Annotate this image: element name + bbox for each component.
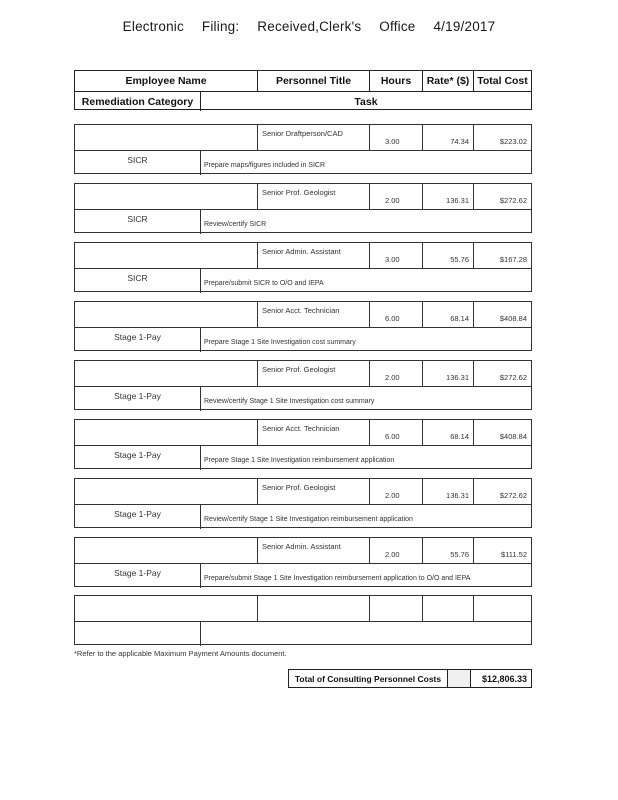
hours-cell — [370, 538, 423, 563]
total-cost-value: $408.84 — [499, 432, 527, 441]
hours-value: 3.00 — [385, 255, 400, 264]
hours-cell — [370, 596, 423, 621]
rate-cell — [423, 479, 474, 504]
employee-name-cell — [75, 479, 258, 504]
personnel-title: Senior Acct. Technician — [262, 424, 340, 433]
table-row — [74, 478, 532, 528]
total-cost-value: $272.62 — [499, 196, 527, 205]
rate-cell — [423, 184, 474, 209]
hours-cell — [370, 420, 423, 445]
header-total-cost: Total Cost — [477, 75, 528, 87]
personnel-title-cell — [258, 596, 370, 621]
total-cost-cell — [474, 243, 531, 268]
total-label: Total of Consulting Personnel Costs — [289, 670, 448, 687]
header-personnel-title: Personnel Title — [258, 71, 370, 91]
rate-value: 55.76 — [450, 255, 469, 264]
personnel-title: Senior Acct. Technician — [262, 306, 340, 315]
total-cost-cell — [474, 596, 531, 621]
employee-name-cell — [75, 302, 258, 327]
personnel-title: Senior Prof. Geologist — [262, 365, 336, 374]
total-value: $12,806.33 — [470, 670, 531, 687]
employee-name-cell — [75, 361, 258, 386]
personnel-title: Senior Admin. Assistant — [262, 542, 341, 551]
total-cost-cell — [474, 302, 531, 327]
employee-name-cell — [75, 243, 258, 268]
total-cost-cell — [474, 538, 531, 563]
header-rate: Rate* ($) — [423, 71, 474, 91]
personnel-title-cell — [258, 125, 370, 150]
personnel-title: Senior Prof. Geologist — [262, 188, 336, 197]
task-description: Prepare Stage 1 Site Investigation reimbursement application — [204, 457, 395, 464]
total-cost-cell — [474, 361, 531, 386]
filing-stamp — [0, 19, 618, 34]
rate-value: 136.31 — [446, 373, 469, 382]
task-description: Review/certify SICR — [204, 221, 267, 228]
header-hours: Hours — [370, 71, 423, 91]
hours-cell — [370, 302, 423, 327]
table-row — [74, 595, 532, 645]
rate-value: 68.14 — [450, 314, 469, 323]
personnel-title: Senior Prof. Geologist — [262, 483, 336, 492]
employee-name-cell — [75, 596, 258, 621]
table-header — [74, 70, 532, 110]
stamp-received: Received,Clerk's — [257, 19, 362, 34]
table-row — [74, 242, 532, 292]
rate-cell — [423, 302, 474, 327]
employee-name-cell — [75, 125, 258, 150]
task-description — [201, 622, 531, 646]
rate-cell — [423, 538, 474, 563]
rate-value: 68.14 — [450, 432, 469, 441]
total-cost-value: $272.62 — [499, 373, 527, 382]
personnel-title-cell — [258, 420, 370, 445]
header-employee-name: Employee Name — [75, 71, 258, 91]
hours-value: 2.00 — [385, 550, 400, 559]
footnote: *Refer to the applicable Maximum Payment Amounts document. — [74, 649, 287, 658]
table-row — [74, 360, 532, 410]
task-description: Prepare/submit Stage 1 Site Investigation reimbursement application to O/O and IEPA — [204, 575, 471, 582]
remediation-category: SICR — [75, 210, 201, 234]
remediation-category: Stage 1-Pay — [75, 564, 201, 588]
employee-name-cell — [75, 538, 258, 563]
personnel-title: Senior Admin. Assistant — [262, 247, 341, 256]
stamp-electronic: Electronic — [122, 19, 184, 34]
table-row — [74, 419, 532, 469]
employee-name-cell — [75, 420, 258, 445]
stamp-filing: Filing: — [201, 19, 240, 34]
hours-value: 3.00 — [385, 137, 400, 146]
remediation-category: Stage 1-Pay — [75, 328, 201, 352]
hours-cell — [370, 243, 423, 268]
personnel-title-cell — [258, 538, 370, 563]
remediation-category: Stage 1-Pay — [75, 505, 201, 529]
personnel-title-cell — [258, 361, 370, 386]
rate-value: 136.31 — [446, 491, 469, 500]
header-task: Task — [354, 95, 378, 108]
hours-value: 2.00 — [385, 373, 400, 382]
hours-value: 6.00 — [385, 432, 400, 441]
total-cost-value: $111.52 — [501, 550, 527, 559]
total-box — [288, 669, 532, 688]
hours-cell — [370, 184, 423, 209]
hours-value: 2.00 — [385, 196, 400, 205]
total-cost-value: $272.62 — [499, 491, 527, 500]
rate-cell — [423, 596, 474, 621]
remediation-category: SICR — [75, 151, 201, 175]
personnel-title-cell — [258, 302, 370, 327]
total-spacer — [448, 670, 470, 687]
total-cost-cell — [474, 420, 531, 445]
task-description: Review/certify Stage 1 Site Investigation cost summary — [204, 398, 375, 405]
rate-cell — [423, 361, 474, 386]
hours-cell — [370, 125, 423, 150]
total-cost-cell — [474, 184, 531, 209]
task-description: Review/certify Stage 1 Site Investigation reimbursement application — [204, 516, 413, 523]
table-row — [74, 183, 532, 233]
total-cost-value: $167.28 — [499, 255, 527, 264]
hours-value: 2.00 — [385, 491, 400, 500]
total-cost-value: $408.84 — [499, 314, 527, 323]
task-description: Prepare/submit SICR to O/O and IEPA — [204, 280, 324, 287]
remediation-category: Stage 1-Pay — [75, 387, 201, 411]
remediation-category: SICR — [75, 269, 201, 293]
hours-value: 6.00 — [385, 314, 400, 323]
rate-value: 136.31 — [446, 196, 469, 205]
rate-cell — [423, 125, 474, 150]
personnel-title-cell — [258, 479, 370, 504]
personnel-title-cell — [258, 243, 370, 268]
employee-name-cell — [75, 184, 258, 209]
rate-value: 74.34 — [450, 137, 469, 146]
stamp-office: Office — [379, 19, 416, 34]
rate-cell — [423, 243, 474, 268]
personnel-title-cell — [258, 184, 370, 209]
table-row — [74, 537, 532, 587]
header-remediation-category: Remediation Category — [75, 92, 201, 111]
rate-cell — [423, 420, 474, 445]
hours-cell — [370, 361, 423, 386]
total-cost-cell — [474, 125, 531, 150]
personnel-title: Senior Draftperson/CAD — [262, 129, 343, 138]
hours-cell — [370, 479, 423, 504]
remediation-category: Stage 1-Pay — [75, 446, 201, 470]
rate-value: 55.76 — [450, 550, 469, 559]
stamp-date: 4/19/2017 — [433, 19, 496, 34]
table-row — [74, 124, 532, 174]
table-row — [74, 301, 532, 351]
remediation-category — [75, 622, 201, 646]
task-description: Prepare maps/figures included in SICR — [204, 162, 326, 169]
task-description: Prepare Stage 1 Site Investigation cost summary — [204, 339, 356, 346]
total-cost-cell — [474, 479, 531, 504]
total-cost-value: $223.02 — [499, 137, 527, 146]
